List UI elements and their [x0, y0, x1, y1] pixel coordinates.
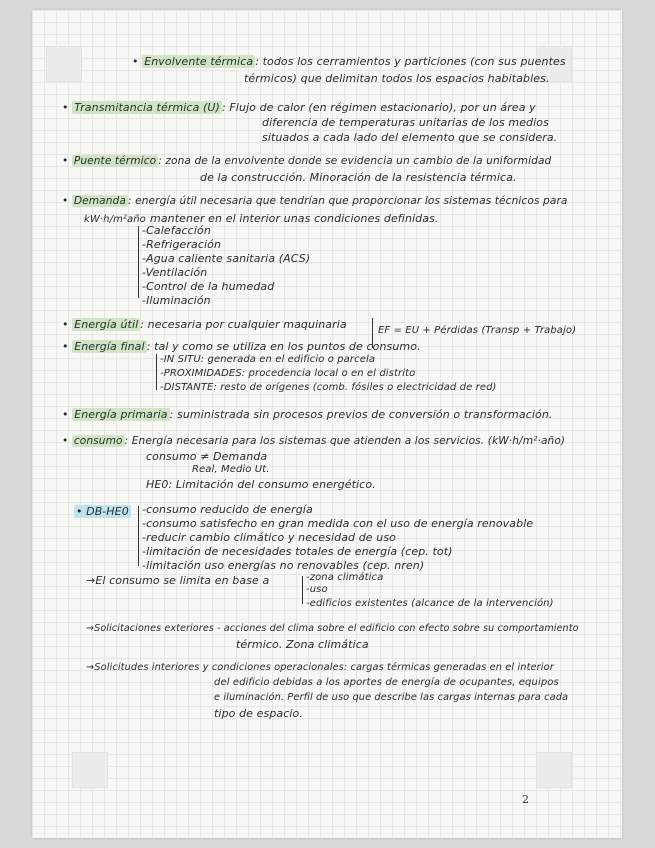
note-solicitudes-int-line4: tipo de espacio.	[214, 707, 303, 720]
db-he0-item4: -limitación de necesidades totales de energía (cep. tot)	[142, 545, 453, 558]
note-solicitaciones-ext-line1: →Solicitaciones exteriores - acciones del clima sobre el edificio con efecto sobre su comportamiento	[86, 623, 579, 634]
highlighted-term: Energía final	[74, 340, 145, 353]
note-energia-util: • Energía útil : necesaria por cualquier maquinaria	[62, 318, 347, 331]
note-puente-line1: • Puente térmico : zona de la envolvente donde se evidencia un cambio de la uniformidad	[62, 155, 552, 167]
db-he0-bracket	[138, 506, 139, 566]
corner-mark-bottom-right	[536, 752, 572, 788]
highlighted-term: Energía primaria	[74, 408, 168, 421]
note-energia-final: • Energía final : tal y como se utiliza en los puntos de consumo.	[62, 340, 421, 353]
db-he0-item2: -consumo satisfecho en gran medida con el uso de energía renovable	[142, 517, 534, 530]
note-db-he0-label: • DB-HE0	[76, 505, 129, 518]
note-demanda-unit: kW·h/m²año	[84, 214, 146, 225]
demanda-item-refrigeracion: -Refrigeración	[142, 238, 222, 251]
note-consumo-line3: Real, Medio Ut.	[192, 464, 270, 475]
energia-final-proximidades: -PROXIMIDADES: procedencia local o en el distrito	[160, 368, 416, 379]
demanda-bracket	[138, 226, 139, 298]
limita-item-zona: -zona climática	[306, 572, 384, 583]
demanda-item-ventilacion: -Ventilación	[142, 266, 208, 279]
highlighted-term: Transmitancia térmica (U)	[74, 101, 220, 114]
db-he0-item1: -consumo reducido de energía	[142, 503, 313, 516]
note-transmitancia-line3: situados a cada lado del elemento que se considera.	[262, 131, 558, 144]
limita-item-existentes: -edificios existentes (alcance de la intervención)	[306, 598, 554, 609]
note-consumo-line2: consumo ≠ Demanda	[146, 450, 268, 463]
note-solicitudes-int-line1: →Solicitudes interiores y condiciones operacionales: cargas térmicas generadas en el interior	[86, 662, 554, 673]
highlighted-term: Demanda	[73, 195, 126, 207]
note-consumo-line4: HE0: Limitación del consumo energético.	[146, 478, 376, 491]
note-consumo-line1: • consumo : Energía necesaria para los sistemas que atienden a los servicios. (kW·h/m²·año)	[62, 435, 566, 447]
demanda-item-iluminacion: -Iluminación	[142, 294, 211, 307]
energia-final-in-situ: -IN SITU: generada en el edificio o parcela	[160, 354, 376, 365]
corner-mark-top-left	[46, 46, 82, 82]
energia-final-distante: -DISTANTE: resto de orígenes (comb. fósiles o electricidad de red)	[160, 382, 497, 393]
note-solicitudes-int-line3: e iluminación. Perfil de uso que describe las cargas internas para cada	[214, 692, 569, 703]
note-demanda-line2: mantener en el interior unas condiciones definidas.	[150, 212, 439, 225]
highlighted-term: Puente térmico	[73, 155, 157, 167]
corner-mark-bottom-left	[72, 752, 108, 788]
energia-final-bracket	[156, 354, 157, 390]
note-solicitudes-int-line2: del edificio debidas a los aportes de energía de ocupantes, equipos	[214, 677, 559, 688]
note-energia-primaria: • Energía primaria : suministrada sin procesos previos de conversión o transformación.	[62, 408, 553, 421]
note-solicitaciones-ext-line2: térmico. Zona climática	[236, 638, 369, 651]
limita-item-uso: -uso	[306, 584, 328, 595]
highlighted-term: consumo	[73, 435, 123, 447]
demanda-item-acs: -Agua caliente sanitaria (ACS)	[142, 252, 311, 265]
demanda-item-calefaccion: -Calefacción	[142, 224, 211, 237]
note-demanda-line1: • Demanda : energía útil necesaria que tendrían que proporcionar los sistemas técnicos para	[62, 195, 568, 207]
consumo-limita-bracket	[302, 576, 303, 604]
energia-final-equation: EF = EU + Pérdidas (Transp + Trabajo)	[378, 325, 577, 336]
note-envolvente-line2: térmicos) que delimitan todos los espacios habitables.	[244, 72, 550, 85]
note-transmitancia-line2: diferencia de temperaturas unitarias de los medios	[262, 116, 549, 129]
note-transmitancia-line1: • Transmitancia térmica (U) : Flujo de calor (en régimen estacionario), por un área y	[62, 101, 536, 114]
db-he0-item3: -reducir cambio climático y necesidad de uso	[142, 531, 397, 544]
note-envolvente-line1: • Envolvente térmica : todos los cerramientos y particiones (con sus puentes	[132, 55, 566, 68]
note-puente-line2: de la construcción. Minoración de la resistencia térmica.	[200, 171, 517, 184]
db-he0-item5: -limitación uso energías no renovables (cep. nren)	[142, 559, 425, 572]
note-consumo-limita: →El consumo se limita en base a	[86, 574, 270, 587]
highlighted-term: Energía útil	[74, 318, 139, 331]
demanda-item-humedad: -Control de la humedad	[142, 280, 275, 293]
highlighted-term: Envolvente térmica	[144, 55, 254, 68]
page-number: 2	[522, 793, 529, 806]
